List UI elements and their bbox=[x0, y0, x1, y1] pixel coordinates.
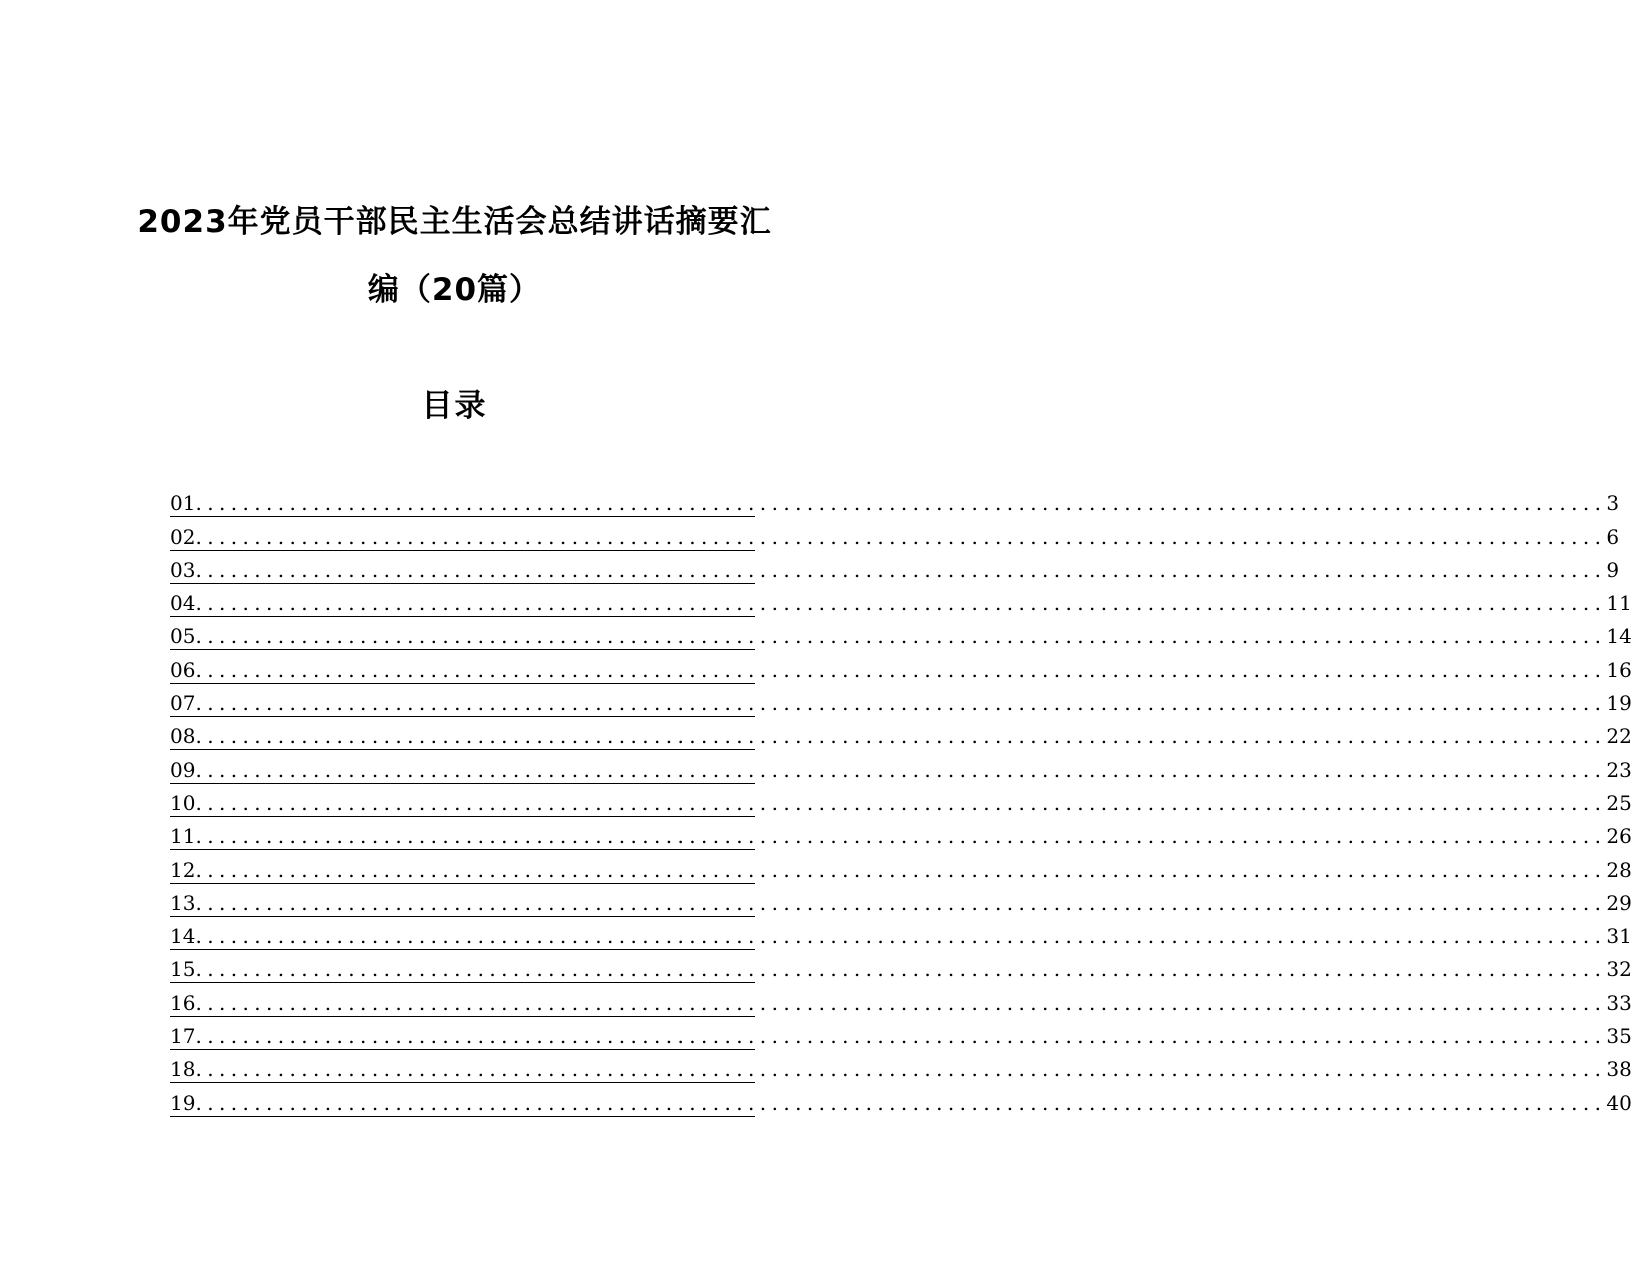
toc-entry-number: 09 bbox=[170, 757, 196, 782]
toc-dot-leader: ........................................................................................................................ bbox=[195, 857, 1607, 882]
toc-entry[interactable] bbox=[170, 551, 1620, 584]
toc-entry[interactable] bbox=[170, 617, 1632, 650]
toc-entry-page: 33 bbox=[1606, 990, 1632, 1015]
toc-entry[interactable] bbox=[170, 484, 1620, 517]
toc-dot-leader: ........................................................................................................................ bbox=[195, 691, 1607, 716]
toc-dot-leader: ........................................................................................................................ bbox=[195, 957, 1607, 982]
toc-dot-leader: ........................................................................................................................ bbox=[195, 1057, 1607, 1082]
toc-entry[interactable] bbox=[170, 1050, 1632, 1083]
toc-dot-leader: ........................................................................................................................ bbox=[195, 557, 1607, 582]
toc-entry[interactable] bbox=[170, 684, 1632, 717]
toc-dot-leader: ........................................................................................................................ bbox=[195, 1090, 1607, 1115]
toc-entry[interactable] bbox=[170, 917, 1632, 950]
toc-dot-leader: ........................................................................................................................ bbox=[195, 657, 1607, 682]
toc-dot-leader: ........................................................................................................................ bbox=[195, 491, 1607, 516]
toc-dot-leader: ........................................................................................................................ bbox=[195, 824, 1607, 849]
toc-entry-number: 17 bbox=[170, 1024, 196, 1049]
toc-entry[interactable] bbox=[170, 750, 1632, 783]
toc-entry-page: 22 bbox=[1606, 724, 1632, 749]
toc-dot-leader: ........................................................................................................................ bbox=[195, 591, 1607, 616]
toc-entry-number: 16 bbox=[170, 990, 196, 1015]
toc-entry-number: 07 bbox=[170, 691, 196, 716]
toc-entry-page: 31 bbox=[1606, 924, 1632, 949]
toc-entry-page: 14 bbox=[1606, 624, 1632, 649]
toc-entry[interactable] bbox=[170, 983, 1632, 1016]
toc-entry[interactable] bbox=[170, 850, 1632, 883]
toc-entry[interactable] bbox=[170, 784, 1632, 817]
toc-entry-number: 03 bbox=[170, 557, 196, 582]
toc-entry[interactable] bbox=[170, 717, 1632, 750]
toc-entry-page: 28 bbox=[1606, 857, 1632, 882]
toc-entry-number: 01 bbox=[170, 491, 196, 516]
toc-entry-number: 14 bbox=[170, 924, 196, 949]
document-title-line-1: 2023年党员干部民主生活会总结讲话摘要汇 bbox=[137, 204, 772, 240]
toc-dot-leader: ........................................................................................................................ bbox=[195, 724, 1607, 749]
toc-entry-number: 13 bbox=[170, 890, 196, 915]
toc-entry[interactable] bbox=[170, 517, 1620, 550]
toc-entry-number: 02 bbox=[170, 524, 196, 549]
toc-entry-page: 29 bbox=[1606, 890, 1632, 915]
toc-dot-leader: ........................................................................................................................ bbox=[195, 790, 1607, 815]
toc-entry-page: 23 bbox=[1606, 757, 1632, 782]
toc-entry-number: 10 bbox=[170, 790, 196, 815]
toc-entry[interactable] bbox=[170, 584, 1632, 617]
toc-dot-leader: ........................................................................................................................ bbox=[195, 1024, 1607, 1049]
toc-entry-page: 25 bbox=[1606, 790, 1632, 815]
toc-entry[interactable] bbox=[170, 817, 1632, 850]
toc-entry-number: 06 bbox=[170, 657, 196, 682]
toc-dot-leader: ........................................................................................................................ bbox=[195, 524, 1607, 549]
toc-entry-number: 04 bbox=[170, 591, 196, 616]
toc-entry-page: 3 bbox=[1606, 491, 1620, 516]
toc-entry-page: 32 bbox=[1606, 957, 1632, 982]
toc-entry-page: 40 bbox=[1606, 1090, 1632, 1115]
toc-entry-page: 11 bbox=[1606, 591, 1632, 616]
toc-entry-number: 15 bbox=[170, 957, 196, 982]
toc-entry-number: 12 bbox=[170, 857, 196, 882]
toc-entry-page: 6 bbox=[1606, 524, 1620, 549]
toc-entry[interactable] bbox=[170, 884, 1632, 917]
toc-entry-page: 16 bbox=[1606, 657, 1632, 682]
toc-entry-number: 11 bbox=[170, 824, 196, 849]
toc-dot-leader: ........................................................................................................................ bbox=[195, 624, 1607, 649]
toc-entry-number: 08 bbox=[170, 724, 196, 749]
document-title-line-2: 编（20篇） bbox=[367, 272, 542, 308]
toc-dot-leader: ........................................................................................................................ bbox=[195, 990, 1607, 1015]
toc-entry-page: 26 bbox=[1606, 824, 1632, 849]
toc-dot-leader: ........................................................................................................................ bbox=[195, 757, 1607, 782]
toc-entry-page: 19 bbox=[1606, 691, 1632, 716]
toc-entry-page: 38 bbox=[1606, 1057, 1632, 1082]
toc-heading: 目录 bbox=[421, 388, 488, 424]
toc-entry-page: 9 bbox=[1606, 557, 1620, 582]
toc-dot-leader: ........................................................................................................................ bbox=[195, 924, 1607, 949]
toc-entry-page: 35 bbox=[1606, 1024, 1632, 1049]
toc-entry[interactable] bbox=[170, 950, 1632, 983]
toc-dot-leader: ........................................................................................................................ bbox=[195, 890, 1607, 915]
table-of-contents bbox=[170, 484, 1632, 1117]
toc-entry[interactable] bbox=[170, 1083, 1632, 1116]
toc-entry-number: 18 bbox=[170, 1057, 196, 1082]
toc-entry[interactable] bbox=[170, 1017, 1632, 1050]
toc-entry-number: 05 bbox=[170, 624, 196, 649]
toc-entry[interactable] bbox=[170, 650, 1632, 683]
toc-entry-number: 19 bbox=[170, 1090, 196, 1115]
